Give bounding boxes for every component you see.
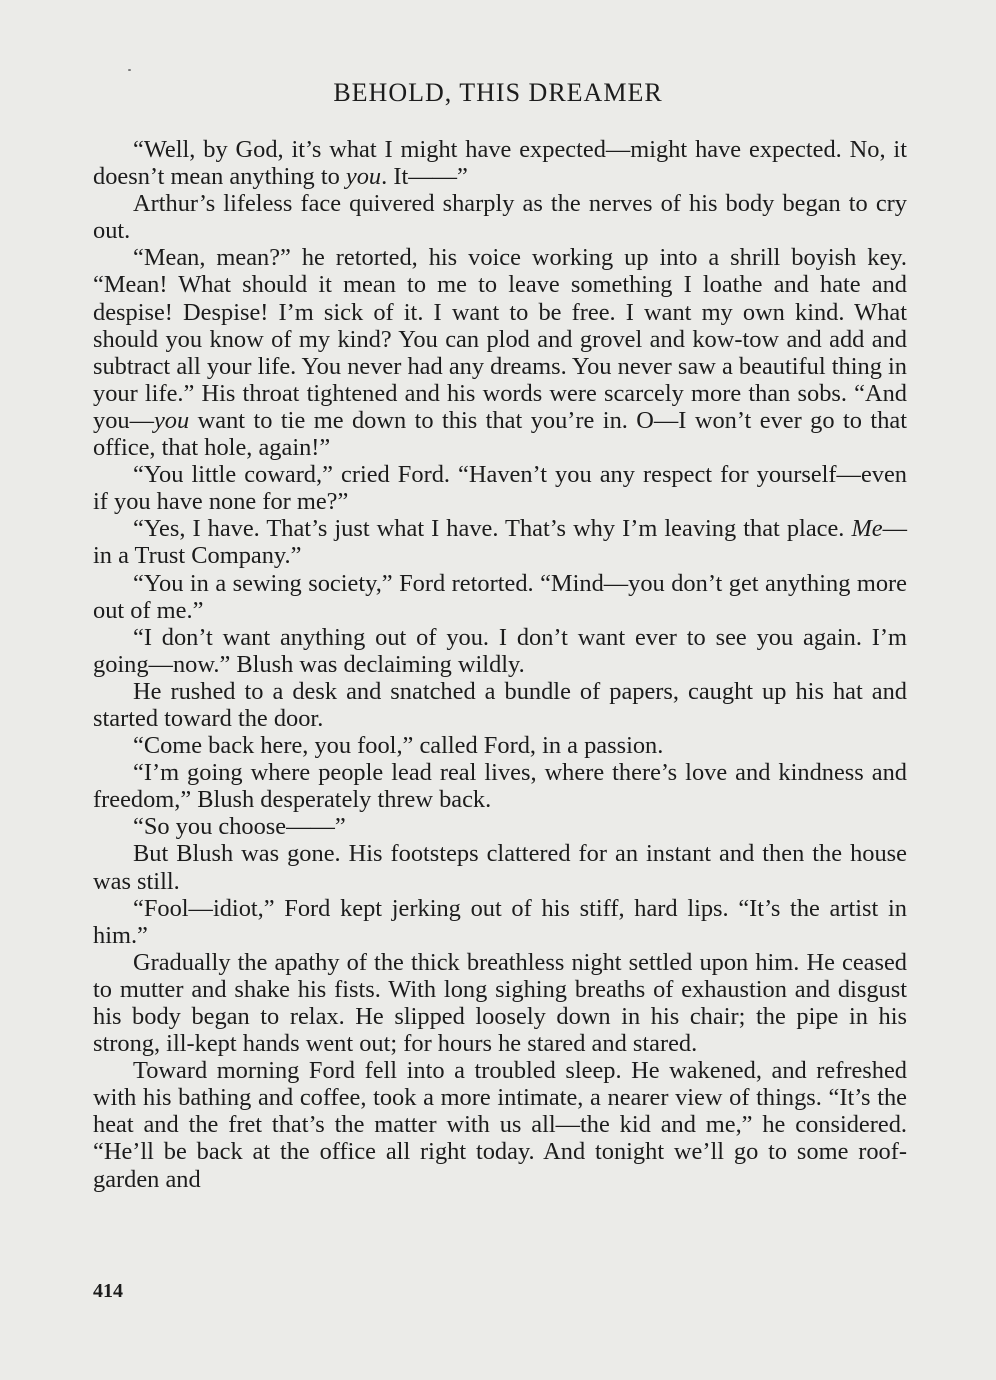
paragraph — [93, 949, 907, 1057]
paragraph — [93, 813, 907, 840]
body-text — [93, 136, 907, 1193]
italic-run: you — [153, 406, 190, 434]
paragraph — [93, 461, 907, 515]
paragraph — [93, 732, 907, 759]
text-run: —in a Trust Company.” — [93, 515, 907, 570]
paragraph — [93, 515, 907, 569]
paragraph — [93, 678, 907, 732]
paragraph — [93, 1057, 907, 1192]
paragraph — [93, 244, 907, 461]
text-run: He rushed to a desk and snatched a bundle of papers, caught up his hat and started toward the door. — [93, 677, 907, 732]
text-run: But Blush was gone. His footsteps clattered for an instant and then the house was still. — [93, 840, 907, 895]
paragraph — [93, 840, 907, 894]
text-run: “Come back here, you fool,” called Ford, in a passion. — [133, 732, 664, 760]
paragraph — [93, 759, 907, 813]
paragraph — [93, 136, 907, 190]
text-run: “You little coward,” cried Ford. “Haven’t you any respect for yourself—even if you have none for me?” — [93, 461, 907, 516]
text-run: “So you choose——” — [133, 813, 346, 841]
italic-run: you — [345, 163, 382, 191]
paragraph — [93, 895, 907, 949]
text-run: “Yes, I have. That’s just what I have. That’s why I’m leaving that place. — [133, 515, 852, 543]
text-run: Arthur’s lifeless face quivered sharply as the nerves of his body began to cry out. — [93, 190, 907, 245]
text-run: “I don’t want anything out of you. I don’t want ever to see you again. I’m going—now.” Blush was declaiming wildly. — [93, 623, 907, 678]
paragraph — [93, 624, 907, 678]
ink-speck — [128, 69, 131, 71]
text-run: “Well, by God, it’s what I might have expected—might have expected. No, it doesn’t mean anything to — [93, 136, 907, 191]
text-run: “Mean, mean?” he retorted, his voice working up into a shrill boyish key. “Mean! What should it mean to me to leave something I loathe and hate and despise! Despise! I’m sick of it. I want to be free. I want my own kind. What should you know of my kind? You can plod and grovel and kow-tow and add and subtract all your life. You never had any dreams. You never saw a beautiful thing in your life.” His throat tightened and his words were scarcely more than sobs. “And you— — [93, 244, 907, 434]
text-run: “I’m going where people lead real lives, where there’s love and kindness and freedom,” Blush desperately threw back. — [93, 759, 907, 814]
text-run: . It——” — [381, 163, 468, 191]
text-run: Gradually the apathy of the thick breathless night settled upon him. He ceased to mutter and shake his fists. With long sighing breaths of exhaustion and disgust his body began to relax. He slipped loosely down in his chair; the pipe in his strong, ill-kept hands went out; for hours he stared and stared. — [93, 948, 907, 1058]
text-run: want to tie me down to this that you’re in. O—I won’t ever go to that office, that hole, again!” — [93, 406, 907, 462]
paragraph — [93, 190, 907, 244]
running-head: BEHOLD, THIS DREAMER — [333, 78, 663, 107]
text-run: “You in a sewing society,” Ford retorted. “Mind—you don’t get anything more out of me.” — [93, 569, 907, 624]
italic-run: Me — [851, 515, 883, 543]
paragraph — [93, 570, 907, 624]
text-run: Toward morning Ford fell into a troubled sleep. He wakened, and refreshed with his bathing and coffee, took a more intimate, a nearer view of things. “It’s the heat and the fret that’s the matter with us all—the kid and me,” he considered. “He’ll be back at the office all right today. And tonight we’ll go to some roof-garden and — [93, 1057, 907, 1193]
page-number: 414 — [93, 1280, 123, 1302]
text-run: “Fool—idiot,” Ford kept jerking out of his stiff, hard lips. “It’s the artist in him.” — [93, 894, 907, 949]
